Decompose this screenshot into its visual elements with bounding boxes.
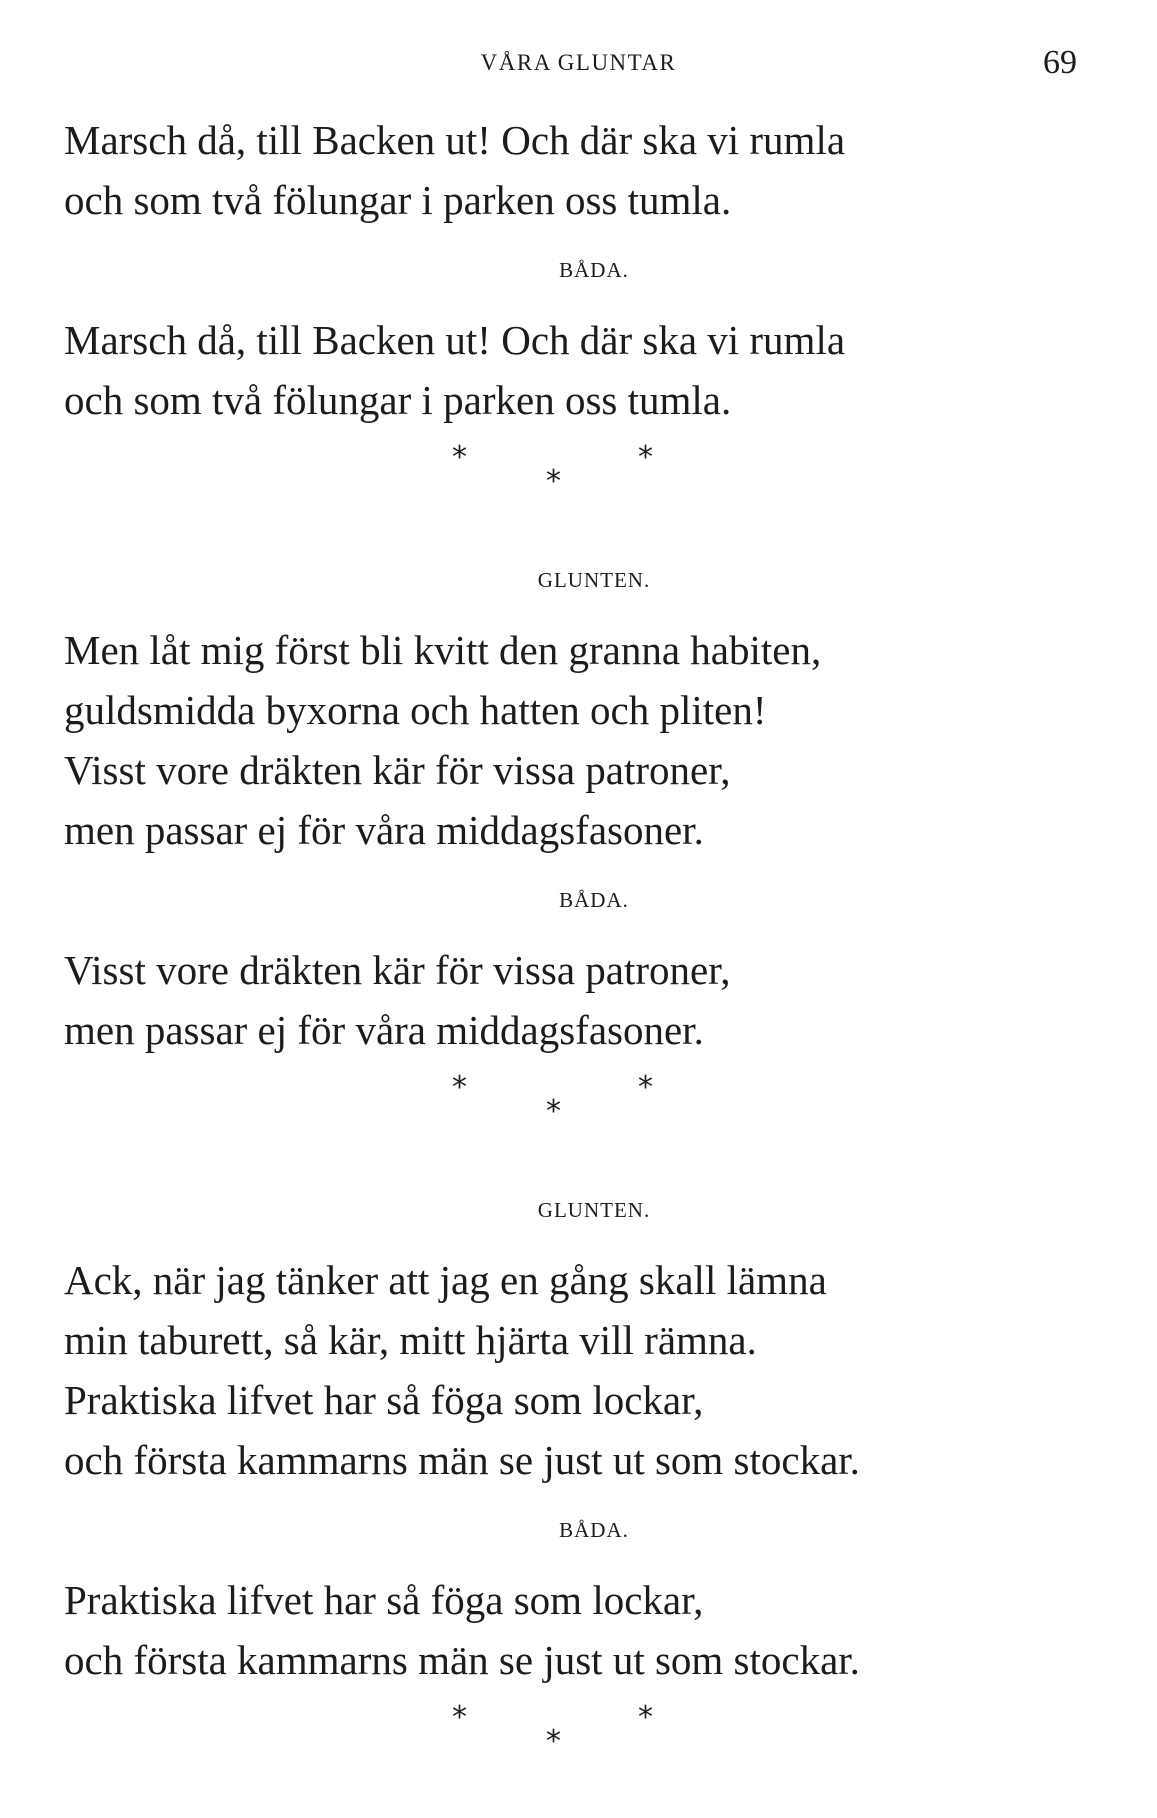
speaker-label bbox=[64, 540, 1104, 620]
speaker-label-text: GLUNTEN. bbox=[537, 1198, 651, 1222]
page-content bbox=[64, 110, 1104, 1800]
speaker-label-text: BÅDA. bbox=[559, 258, 629, 282]
running-title: VÅRA GLUNTAR bbox=[480, 50, 677, 75]
speaker-label bbox=[64, 860, 1104, 940]
asterisk: * bbox=[452, 1070, 467, 1105]
verse-line: Visst vore dräkten kär för vissa patroner, bbox=[64, 947, 731, 993]
asterisk: * bbox=[638, 440, 653, 475]
verse-line: och första kammarns män se just ut som stockar. bbox=[64, 1437, 860, 1483]
running-head bbox=[0, 44, 1157, 84]
stanza-6 bbox=[64, 1570, 1104, 1690]
verse-line: Praktiska lifvet har så föga som lockar, bbox=[64, 1377, 704, 1423]
speaker-label bbox=[64, 1170, 1104, 1250]
verse-line: Marsch då, till Backen ut! Och där ska vi rumla bbox=[64, 117, 846, 163]
verse-line: Men låt mig först bli kvitt den granna habiten, bbox=[64, 627, 822, 673]
stanza-4 bbox=[64, 940, 1104, 1060]
speaker-label bbox=[64, 230, 1104, 310]
asterism-separator bbox=[64, 1690, 1104, 1800]
verse-line: min taburett, så kär, mitt hjärta vill rämna. bbox=[64, 1317, 757, 1363]
verse-line: men passar ej för våra middagsfasoner. bbox=[64, 807, 704, 853]
stanza-2 bbox=[64, 310, 1104, 430]
verse-line: och som två fölungar i parken oss tumla. bbox=[64, 377, 732, 423]
asterisk: * bbox=[452, 1700, 467, 1735]
verse-line: och första kammarns män se just ut som stockar. bbox=[64, 1637, 860, 1683]
verse-line: guldsmidda byxorna och hatten och pliten! bbox=[64, 687, 767, 733]
speaker-label-text: BÅDA. bbox=[559, 888, 629, 912]
asterisk: * bbox=[638, 1070, 653, 1105]
asterisk: * bbox=[546, 1724, 561, 1759]
stanza-3 bbox=[64, 620, 1104, 860]
verse-line: och som två fölungar i parken oss tumla. bbox=[64, 177, 732, 223]
asterism-separator bbox=[64, 430, 1104, 540]
page-number: 69 bbox=[1043, 44, 1077, 81]
verse-line: men passar ej för våra middagsfasoner. bbox=[64, 1007, 704, 1053]
asterisk: * bbox=[546, 1094, 561, 1129]
speaker-label-text: GLUNTEN. bbox=[537, 568, 651, 592]
verse-line: Praktiska lifvet har så föga som lockar, bbox=[64, 1577, 704, 1623]
asterisk: * bbox=[546, 464, 561, 499]
asterisk: * bbox=[638, 1700, 653, 1735]
stanza-5 bbox=[64, 1250, 1104, 1490]
asterism-separator bbox=[64, 1060, 1104, 1170]
speaker-label-text: BÅDA. bbox=[559, 1518, 629, 1542]
asterisk: * bbox=[452, 440, 467, 475]
verse-line: Visst vore dräkten kär för vissa patroner, bbox=[64, 747, 731, 793]
verse-line: Ack, när jag tänker att jag en gång skall lämna bbox=[64, 1257, 827, 1303]
stanza-1 bbox=[64, 110, 1104, 230]
verse-line: Marsch då, till Backen ut! Och där ska vi rumla bbox=[64, 317, 846, 363]
speaker-label bbox=[64, 1490, 1104, 1570]
